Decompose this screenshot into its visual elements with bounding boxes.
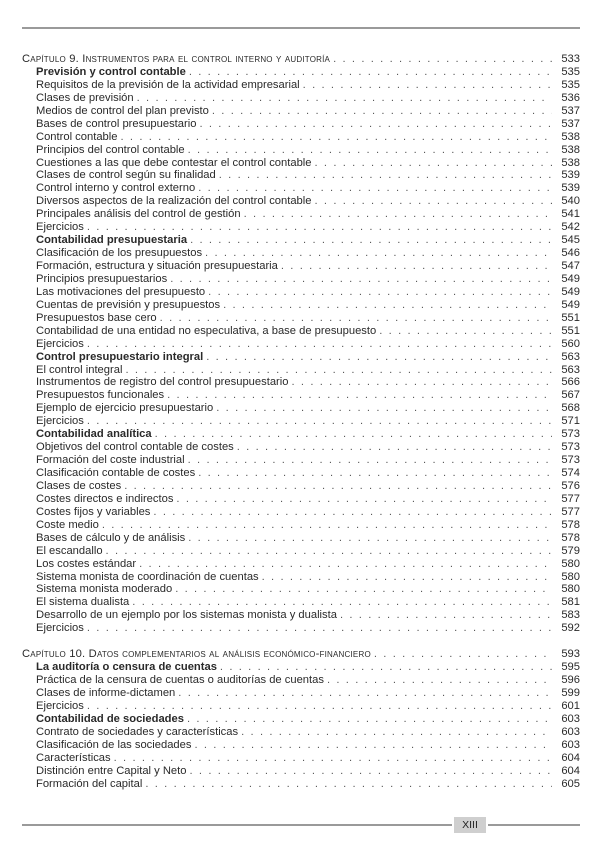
toc-entry-page: 605 xyxy=(561,777,580,790)
toc-entry-title: El control integral xyxy=(36,363,123,376)
dot-leader xyxy=(170,273,552,286)
dot-leader xyxy=(281,260,552,273)
section-heading xyxy=(22,661,580,674)
dot-leader xyxy=(153,506,552,519)
toc-entry xyxy=(22,571,580,584)
toc-entry-title: El sistema dualista xyxy=(36,596,130,609)
toc-entry xyxy=(22,208,580,221)
toc-entry-page: 573 xyxy=(561,441,580,454)
dot-leader xyxy=(303,79,552,92)
dot-leader xyxy=(194,739,552,752)
toc-entry-page: 566 xyxy=(561,376,580,389)
dot-leader xyxy=(199,118,552,131)
dot-leader xyxy=(241,726,552,739)
dot-leader xyxy=(315,157,552,170)
dot-leader xyxy=(198,467,552,480)
toc-entry-title: Instrumentos de registro del control presupuestario xyxy=(36,376,289,389)
toc-entry-title: Desarrollo de un ejemplo por los sistemas monista y dualista xyxy=(36,609,337,622)
toc-entry-page: 580 xyxy=(561,583,580,596)
toc-entry-title: Contrato de sociedades y características xyxy=(36,725,239,738)
toc-entry xyxy=(22,364,580,377)
section-heading xyxy=(22,351,580,364)
toc-entry-title: Práctica de la censura de cuentas o auditorías de cuentas xyxy=(36,674,324,687)
toc-entry-page: 551 xyxy=(561,311,580,324)
chapter-heading xyxy=(22,648,580,661)
toc-entry-title: Medios de control del plan previsto xyxy=(36,104,209,117)
dot-leader xyxy=(315,195,553,208)
toc-entry xyxy=(22,118,580,131)
toc-entry xyxy=(22,519,580,532)
toc-entry xyxy=(22,467,580,480)
toc-entry-page: 538 xyxy=(561,130,580,143)
toc-entry-page: 603 xyxy=(561,725,580,738)
toc-entry-page: 578 xyxy=(561,531,580,544)
toc-entry xyxy=(22,325,580,338)
toc-entry xyxy=(22,157,580,170)
dot-leader xyxy=(327,674,552,687)
dot-leader xyxy=(87,415,552,428)
toc-entry-page: 538 xyxy=(561,156,580,169)
chapter-gap xyxy=(22,635,580,648)
toc-entry-title: Cuestiones a las que debe contestar el control contable xyxy=(36,156,312,169)
dot-leader xyxy=(87,338,552,351)
top-rule xyxy=(22,27,580,29)
dot-leader xyxy=(178,687,552,700)
dot-leader xyxy=(160,312,552,325)
toc-entry-page: 601 xyxy=(561,699,580,712)
toc-entry xyxy=(22,506,580,519)
toc-entry xyxy=(22,105,580,118)
page-number: XIII xyxy=(454,817,486,833)
section-heading-title: Previsión y control contable xyxy=(36,65,186,78)
dot-leader xyxy=(114,752,552,765)
dot-leader xyxy=(125,364,552,377)
dot-leader xyxy=(124,480,552,493)
section-heading-page: 595 xyxy=(561,661,580,674)
section-heading-title: La auditoría o censura de cuentas xyxy=(36,661,217,674)
dot-leader xyxy=(120,131,552,144)
toc-entry-page: 592 xyxy=(561,622,580,635)
toc-entry-title: Bases de cálculo y de análisis xyxy=(36,531,186,544)
toc-entry-title: Ejercicios xyxy=(36,337,84,350)
toc-entry xyxy=(22,765,580,778)
toc-entry xyxy=(22,441,580,454)
dot-leader xyxy=(212,105,552,118)
toc-entry-title: Diversos aspectos de la realización del control contable xyxy=(36,195,312,208)
toc-entry xyxy=(22,273,580,286)
dot-leader xyxy=(188,532,552,545)
section-heading xyxy=(22,428,580,441)
toc-entry xyxy=(22,454,580,467)
section-heading-page: 535 xyxy=(561,65,580,78)
toc-entry-page: 567 xyxy=(561,389,580,402)
toc-entry xyxy=(22,338,580,351)
toc-entry-page: 560 xyxy=(561,337,580,350)
toc-entry-page: 576 xyxy=(561,479,580,492)
toc-entry-page: 568 xyxy=(561,402,580,415)
chapter-heading-page: 533 xyxy=(561,53,580,65)
toc-entry-title: Control interno y control externo xyxy=(36,182,196,195)
toc-entry xyxy=(22,558,580,571)
toc-entry xyxy=(22,376,580,389)
dot-leader xyxy=(219,169,552,182)
toc-entry xyxy=(22,402,580,415)
toc-entry-page: 578 xyxy=(561,518,580,531)
toc-entry-page: 599 xyxy=(561,687,580,699)
toc-entry xyxy=(22,144,580,157)
toc-entry-page: 574 xyxy=(561,467,580,479)
dot-leader xyxy=(187,713,552,726)
toc-entry xyxy=(22,247,580,260)
toc-entry-title: Formación del capital xyxy=(36,777,143,790)
toc-entry-page: 563 xyxy=(561,363,580,376)
toc-entry-page: 577 xyxy=(561,505,580,518)
toc-entry-page: 604 xyxy=(561,751,580,764)
toc-entry-title: Clasificación de las sociedades xyxy=(36,738,192,751)
toc-entry xyxy=(22,182,580,195)
section-heading-page: 545 xyxy=(561,234,580,247)
toc-entry-page: 549 xyxy=(561,272,580,285)
chapter-heading xyxy=(22,53,580,66)
toc-entry-title: Clases de control según su finalidad xyxy=(36,169,216,182)
toc-entry xyxy=(22,493,580,506)
dot-leader xyxy=(132,596,552,609)
toc-entry xyxy=(22,583,580,596)
toc-entry-page: 537 xyxy=(561,117,580,130)
toc-entry-title: Ejercicios xyxy=(36,415,84,428)
toc-entry-title: Sistema monista moderado xyxy=(36,583,173,596)
dot-leader xyxy=(137,92,552,105)
toc-entry-title: Principios presupuestarios xyxy=(36,272,168,285)
toc-entry xyxy=(22,687,580,700)
dot-leader xyxy=(106,545,552,558)
toc-entry-title: Costes directos e indirectos xyxy=(36,492,174,505)
bottom-rule-right xyxy=(488,824,580,826)
toc-entry-page: 571 xyxy=(561,415,580,428)
section-heading-title: Contabilidad presupuestaria xyxy=(36,234,188,247)
toc-entry-page: 583 xyxy=(561,609,580,622)
dot-leader xyxy=(145,778,552,791)
toc-entry-title: Bases de control presupuestario xyxy=(36,117,197,130)
dot-leader xyxy=(291,376,552,389)
dot-leader xyxy=(155,428,552,441)
toc-entry-title: Costes fijos y variables xyxy=(36,505,151,518)
toc-entry xyxy=(22,299,580,312)
dot-leader xyxy=(87,221,552,234)
toc-entry-title: Formación, estructura y situación presupuestaria xyxy=(36,260,278,272)
toc-entry xyxy=(22,545,580,558)
toc-entry-page: 537 xyxy=(561,104,580,117)
dot-leader xyxy=(244,208,552,221)
toc-entry xyxy=(22,622,580,635)
toc-entry xyxy=(22,726,580,739)
toc-entry-page: 539 xyxy=(561,182,580,195)
toc-entry xyxy=(22,221,580,234)
dot-leader xyxy=(188,454,552,467)
toc-entry xyxy=(22,674,580,687)
toc-entry-page: 580 xyxy=(561,557,580,570)
dot-leader xyxy=(175,583,552,596)
section-heading-page: 573 xyxy=(561,428,580,441)
dot-leader xyxy=(237,441,552,454)
section-heading-page: 563 xyxy=(561,350,580,363)
toc-entry-page: 573 xyxy=(561,454,580,467)
toc-entry-title: Coste medio xyxy=(36,518,99,531)
dot-leader xyxy=(262,571,552,584)
toc-entry xyxy=(22,92,580,105)
toc-entry xyxy=(22,195,580,208)
dot-leader xyxy=(205,247,552,260)
toc-entry-title: Contabilidad de una entidad no especulativa, a base de presupuesto xyxy=(36,324,377,337)
toc-entry-page: 604 xyxy=(561,764,580,777)
toc-entry-title: Clases de previsión xyxy=(36,91,134,104)
toc-entry-page: 551 xyxy=(561,324,580,337)
toc-entry-title: Ejercicios xyxy=(36,699,84,712)
toc-entry-title: Distinción entre Capital y Neto xyxy=(36,764,187,777)
toc-entry-title: Requisitos de la previsión de la actividad empresarial xyxy=(36,78,300,91)
toc-entry xyxy=(22,700,580,713)
dot-leader xyxy=(87,622,552,635)
toc-entry xyxy=(22,596,580,609)
dot-leader xyxy=(340,609,552,622)
section-heading xyxy=(22,713,580,726)
dot-leader xyxy=(189,66,552,79)
dot-leader xyxy=(374,648,552,661)
toc-entry-page: 538 xyxy=(561,143,580,156)
bottom-rule-left xyxy=(22,824,452,826)
toc-entry-title: Ejercicios xyxy=(36,622,84,635)
section-heading-page: 603 xyxy=(561,712,580,725)
toc-entry-page: 581 xyxy=(561,596,580,609)
toc-entry xyxy=(22,415,580,428)
toc-entry-title: Las motivaciones del presupuesto xyxy=(36,285,206,298)
dot-leader xyxy=(220,661,552,674)
toc-entry-title: Características xyxy=(36,751,111,764)
chapter-heading-title: Capítulo 9. Instrumentos para el control interno y auditoría xyxy=(22,53,331,65)
toc-entry-page: 547 xyxy=(561,260,580,272)
toc-entry-page: 549 xyxy=(561,298,580,311)
toc-entry-page: 535 xyxy=(561,78,580,91)
table-of-contents xyxy=(22,53,580,791)
section-heading xyxy=(22,66,580,79)
toc-entry xyxy=(22,739,580,752)
section-heading-title: Control presupuestario integral xyxy=(36,350,204,363)
dot-leader xyxy=(87,700,552,713)
toc-entry-title: Principales análisis del control de gestión xyxy=(36,208,241,221)
toc-entry-title: El escandallo xyxy=(36,544,103,557)
dot-leader xyxy=(223,299,552,312)
toc-entry-page: 536 xyxy=(561,91,580,104)
dot-leader xyxy=(102,519,552,532)
dot-leader xyxy=(206,351,552,364)
dot-leader xyxy=(188,144,552,157)
toc-entry xyxy=(22,778,580,791)
toc-entry xyxy=(22,480,580,493)
toc-entry xyxy=(22,609,580,622)
toc-entry-title: Clasificación contable de costes xyxy=(36,467,196,479)
toc-entry xyxy=(22,131,580,144)
toc-entry-page: 577 xyxy=(561,492,580,505)
dot-leader xyxy=(379,325,552,338)
toc-entry xyxy=(22,79,580,92)
dot-leader xyxy=(176,493,552,506)
chapter-heading-page: 593 xyxy=(561,648,580,661)
dot-leader xyxy=(167,389,552,402)
dot-leader xyxy=(208,286,552,299)
toc-entry-page: 596 xyxy=(561,674,580,687)
toc-entry-page: 549 xyxy=(561,285,580,298)
toc-entry-title: Clasificación de los presupuestos xyxy=(36,247,203,260)
section-heading-title: Contabilidad analítica xyxy=(36,428,152,441)
toc-entry-title: Presupuestos funcionales xyxy=(36,389,165,402)
toc-entry xyxy=(22,389,580,402)
toc-entry-page: 542 xyxy=(561,221,580,234)
toc-entry xyxy=(22,169,580,182)
dot-leader xyxy=(139,558,552,571)
toc-entry xyxy=(22,312,580,325)
toc-entry-title: Presupuestos base cero xyxy=(36,311,157,324)
toc-entry-page: 541 xyxy=(561,208,580,221)
toc-entry xyxy=(22,286,580,299)
toc-entry-title: Control contable xyxy=(36,130,118,143)
toc-entry-page: 546 xyxy=(561,247,580,260)
toc-entry xyxy=(22,752,580,765)
toc-entry xyxy=(22,260,580,273)
toc-entry-title: Ejercicios xyxy=(36,221,84,234)
dot-leader xyxy=(190,234,552,247)
toc-entry-title: Sistema monista de coordinación de cuentas xyxy=(36,570,259,583)
dot-leader xyxy=(189,765,552,778)
section-heading-title: Contabilidad de sociedades xyxy=(36,712,184,725)
toc-entry-page: 540 xyxy=(561,195,580,208)
dot-leader xyxy=(198,182,552,195)
toc-entry xyxy=(22,532,580,545)
toc-entry-title: Objetivos del control contable de costes xyxy=(36,441,234,454)
toc-entry-page: 579 xyxy=(561,544,580,557)
toc-entry-title: Ejemplo de ejercicio presupuestario xyxy=(36,402,214,415)
dot-leader xyxy=(216,402,552,415)
toc-entry-title: Formación del coste industrial xyxy=(36,454,185,467)
toc-entry-page: 603 xyxy=(561,738,580,751)
toc-entry-page: 580 xyxy=(561,570,580,583)
toc-entry-title: Clases de informe-dictamen xyxy=(36,687,176,699)
toc-entry-title: Los costes estándar xyxy=(36,557,137,570)
toc-entry-title: Cuentas de previsión y presupuestos xyxy=(36,298,221,311)
chapter-heading-title: Capítulo 10. Datos complementarios al análisis económico-financiero xyxy=(22,648,371,661)
section-heading xyxy=(22,234,580,247)
dot-leader xyxy=(333,53,552,66)
toc-entry-title: Clases de costes xyxy=(36,479,122,492)
toc-entry-title: Principios del control contable xyxy=(36,143,185,156)
toc-entry-page: 539 xyxy=(561,169,580,182)
